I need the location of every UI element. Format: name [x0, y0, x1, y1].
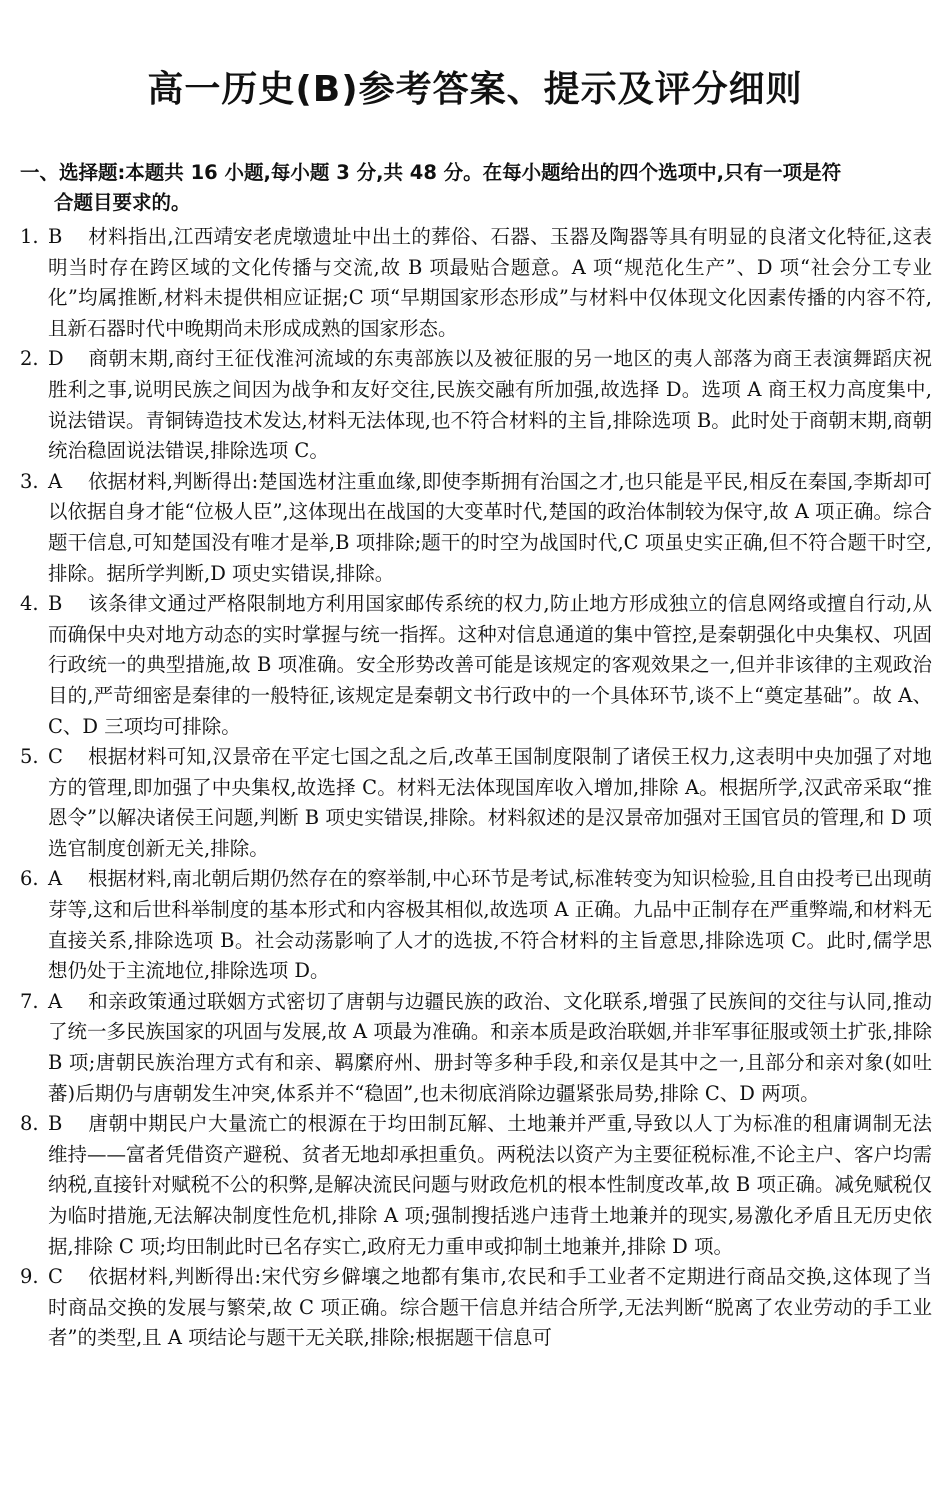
- item-explanation: 依据材料,判断得出:楚国选材注重血缘,即使李斯拥有治国之才,也只能是平民,相反在秦国,李斯却可以依据自身才能“位极人臣”,这体现出在战国的大变革时代,楚国的政治体制较为保守,故 A 项正确。综合题干信息,可知楚国没有唯才是举,B 项排除;题干的时空为战国时代,C 项虽史实正确,但不符合题干时空,排除。据所学判断,D 项史实错误,排除。: [48, 469, 933, 585]
- item-number: 7.: [20, 989, 39, 1013]
- item-number: 3.: [20, 469, 39, 493]
- item-explanation: 和亲政策通过联姻方式密切了唐朝与边疆民族的政治、文化联系,增强了民族间的交往与认同,推动了统一多民族国家的巩固与发展,故 A 项最为准确。和亲本质是政治联姻,并非军事征服或领土扩张,排除 B 项;唐朝民族治理方式有和亲、羁縻府州、册封等多种手段,和亲仅是其中之一,且部分和亲对象(如吐蕃)后期仍与唐朝发生冲突,体系并不“稳固”,也未彻底消除边疆紧张局势,排除 C、D 两项。: [48, 989, 932, 1105]
- item-explanation: 根据材料可知,汉景帝在平定七国之乱之后,改革王国制度限制了诸侯王权力,这表明中央加强了对地方的管理,即加强了中央集权,故选择 C。材料无法体现国库收入增加,排除 A。根据所学,汉武帝采取“推恩令”以解决诸侯王问题,判断 B 项史实错误,排除。材料叙述的是汉景帝加强对王国官员的管理,和 D 项选官制度创新无关,排除。: [48, 745, 932, 860]
- item-explanation: 根据材料,南北朝后期仍然存在的察举制,中心环节是考试,标准转变为知识检验,且自由投考已出现萌芽等,这和后世科举制度的基本形式和内容极其相似,故选项 A 正确。九品中正制存在严重弊端,和材料无直接关系,排除选项 B。社会动荡影响了人才的选拔,不符合材料的主旨意思,排除选项 C。此时,儒学思想仍处于主流地位,排除选项 D。: [48, 867, 932, 983]
- item-number: 8.: [20, 1112, 39, 1136]
- item-explanation: 该条律文通过严格限制地方利用国家邮传系统的权力,防止地方形成独立的信息网络或擅自行动,从而确保中央对地方动态的实时掌握与统一指挥。这种对信息通道的集中管控,是秦朝强化中央集权、巩固行政统一的典型措施,故 B 项准确。安全形势改善可能是该规定的客观效果之一,但并非该律的主观政治目的,严苛细密是秦律的一般特征,该规定是秦朝文书行政中的一个具体环节,谈不上“奠定基础”。故 A、C、D 三项均可排除。: [48, 592, 932, 738]
- item-answer: A: [48, 469, 63, 493]
- item-body: [48, 864, 932, 986]
- answer-item: [20, 864, 932, 986]
- page-title: 高一历史(B)参考答案、提示及评分细则: [147, 69, 803, 110]
- item-explanation: 材料指出,江西靖安老虎墩遗址中出土的葬俗、石器、玉器及陶器等具有明显的良渚文化特征,这表明当时存在跨区域的文化传播与交流,故 B 项最贴合题意。A 项“规范化生产”、D 项“社会分工专业化”均属推断,材料未提供相应证据;C 项“早期国家形态形成”与材料中仅体现文化因素传播的内容不符,且新石器时代中晚期尚未形成成熟的国家形态。: [48, 225, 932, 340]
- item-number: 6.: [20, 867, 39, 891]
- answer-item: [20, 467, 932, 589]
- item-answer: A: [48, 989, 63, 1013]
- item-answer: C: [48, 1265, 63, 1289]
- item-number: 1.: [20, 225, 39, 248]
- answer-item: [20, 1262, 932, 1354]
- item-explanation: 唐朝中期民户大量流亡的根源在于均田制瓦解、土地兼并严重,导致以人丁为标准的租庸调制无法维持——富者凭借资产避税、贫者无地却承担重负。两税法以资产为主要征税标准,不论主户、客户均需纳税,直接针对赋税不公的积弊,是解决流民问题与财政危机的根本性制度改革,故 B 项正确。减免赋税仅为临时措施,无法解决制度性危机,排除 A 项;强制搜括逃户违背土地兼并的现实,易激化矛盾且无历史依据,排除 C 项;均田制此时已名存实亡,政府无力重申或抑制土地兼并,排除 D 项。: [48, 1112, 932, 1258]
- answer-list: [20, 222, 932, 1354]
- section-heading: [20, 158, 932, 218]
- section-heading-line1: 一、选择题:本题共 16 小题,每小题 3 分,共 48 分。在每小题给出的四个选项中,只有一项是符: [20, 161, 842, 184]
- item-body: [48, 589, 932, 742]
- item-answer: B: [48, 1112, 63, 1136]
- item-body: [48, 344, 932, 466]
- item-body: [48, 467, 932, 589]
- item-answer: C: [48, 745, 63, 769]
- item-explanation: 依据材料,判断得出:宋代穷乡僻壤之地都有集市,农民和手工业者不定期进行商品交换,这体现了当时商品交换的发展与繁荣,故 C 项正确。综合题干信息并结合所学,无法判断“脱离了农业劳动的手工业者”的类型,且 A 项结论与题干无关联,排除;根据题干信息可: [48, 1265, 932, 1350]
- item-body: [48, 1109, 932, 1262]
- item-body: [48, 987, 932, 1109]
- item-answer: B: [48, 592, 63, 616]
- answer-item: [20, 344, 932, 466]
- answer-item: [20, 742, 932, 864]
- item-number: 4.: [20, 592, 39, 616]
- answer-item: [20, 222, 932, 344]
- item-explanation: 商朝末期,商纣王征伐淮河流域的东夷部族以及被征服的另一地区的夷人部落为商王表演舞蹈庆祝胜利之事,说明民族之间因为战争和友好交往,民族交融有所加强,故选择 D。选项 A 商王权力高度集中,说法错误。青铜铸造技术发达,材料无法体现,也不符合材料的主旨,排除选项 B。此时处于商朝末期,商朝统治稳固说法错误,排除选项 C。: [48, 347, 932, 463]
- item-answer: B: [48, 225, 63, 248]
- answer-item: [20, 589, 932, 742]
- answer-item: [20, 987, 932, 1109]
- answer-item: [20, 1109, 932, 1262]
- item-body: [48, 742, 932, 864]
- item-answer: A: [48, 867, 63, 891]
- item-number: 5.: [20, 745, 39, 769]
- item-answer: D: [48, 347, 64, 371]
- section-heading-line2: 合题目要求的。: [54, 191, 191, 214]
- item-number: 9.: [20, 1265, 39, 1289]
- item-number: 2.: [20, 347, 39, 371]
- item-body: [48, 1262, 932, 1354]
- item-body: [48, 222, 932, 344]
